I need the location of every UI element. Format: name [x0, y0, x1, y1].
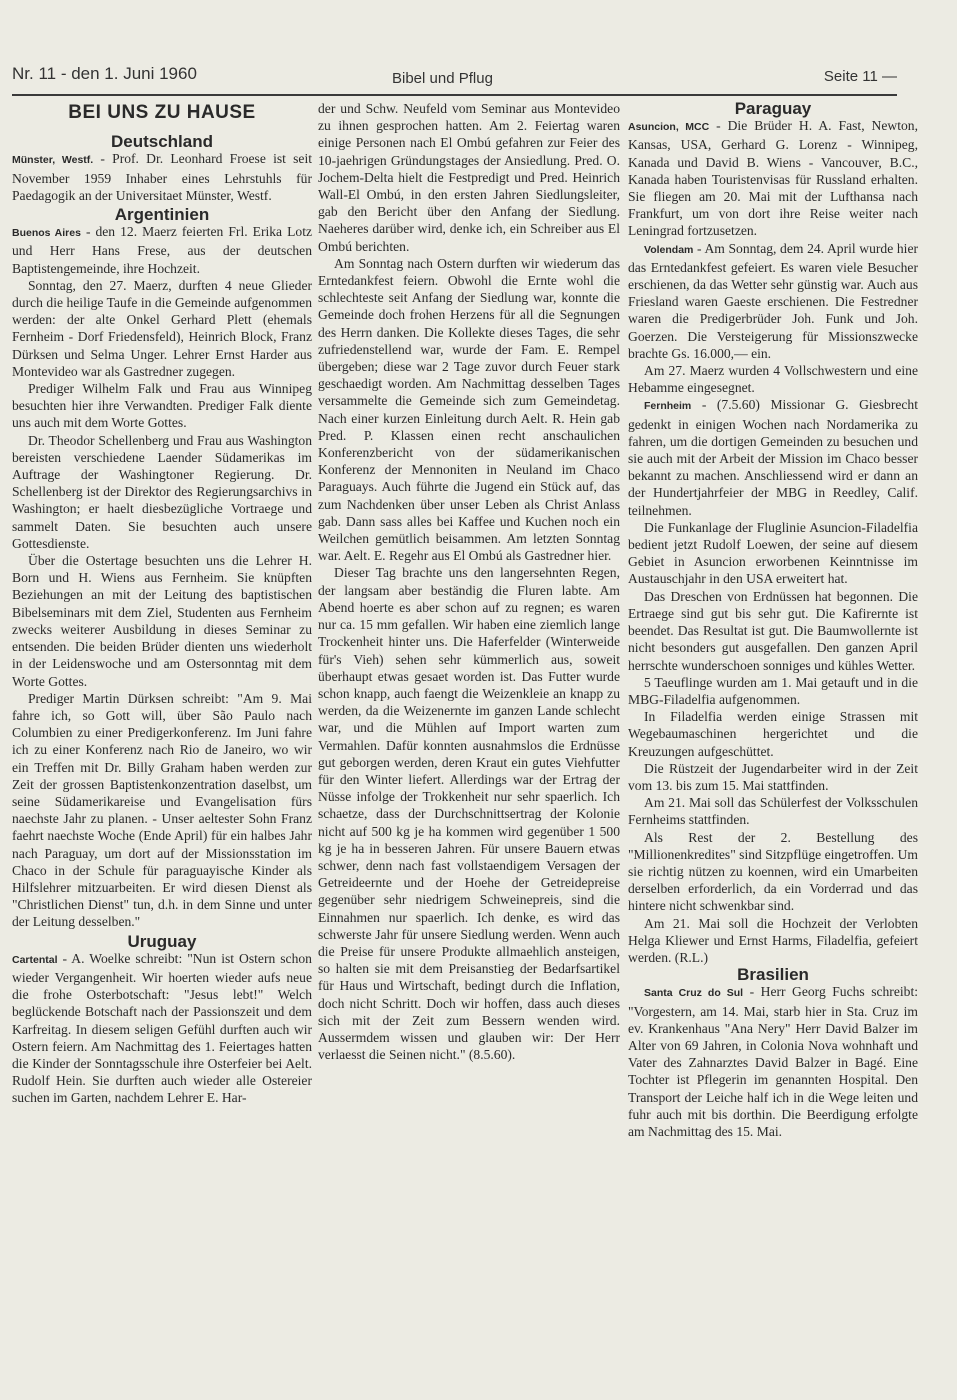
text-muenster: - Prof. Dr. Leonhard Froese ist seit November 1959 Inhaber eines Lehrstuhls für Paedagogik an der Universitaet Münster, Westf. [12, 151, 313, 203]
paragraph: Über die Ostertage besuchten uns die Lehrer H. Born und H. Wiens aus Fernheim. Sie knüpften Beziehungen an mit der Leitung des baptistischen Bibelseminars mit dem Ziel, Studenten aus Fernheim zwecks weiterer Ausbildung in dieses Seminar zu entsenden. Die beiden Brüder dienten uns wiederholt in der Leidenswoche und am Ostersonntag mit dem Worte Gottes. [12, 553, 312, 689]
article-volendam [628, 240, 918, 362]
paragraph: Sonntag, den 27. Maerz, durften 4 neue Glieder durch die heilige Taufe in die Gemeinde aufgenommen werden: der alte Onkel Gerhard Plett (ehemals Fernheim - Dorf Friedensfeld), Heinrich Block, Franz Dürksen und Selma Unger. Lehrer Ernst Harder aus Montevideo war als Gastredner zugegen. [12, 277, 312, 379]
paragraph: Als Rest der 2. Bestellung des "Millionenkredites" sind Sitzpflüge eingetroffen. Um sie richtig nützen zu koennen, wird ein Umarbeiten derselben erforderlich, da ein Vorderrad und das hintere nicht schwenkbar sind. [628, 829, 918, 914]
paragraph: Am 21. Mai soll die Hochzeit der Verlobten Helga Kliewer und Ernst Harms, Filadelfia, gefeiert werden. (R.L.) [628, 915, 918, 965]
heading-paraguay: Paraguay [734, 99, 812, 118]
paragraph: Prediger Martin Dürksen schreibt: "Am 9. Mai fahre ich, so Gott will, über São Paulo nach Columbien zu einer Predigerkonferenz. Im Juni fahre ich zu einer Konferenz nach Rio de Janeiro, wo wir ein Treffen mit Dr. Billy Graham haben werden zur Zeit der grossen Baptistenkonzentration daselbst, um seine Südamerikareise und Evangelisation fürs naechste Jahr zu planen. - Unser aeltester Sohn Franz faehrt naechste Woche (Ende April) für ein halbes Jahr nach Paraguay, um dort auf der Missionsstation im Chaco in der Schule für paraguayische Kinder als Hilfslehrer mitzuarbeiten. Er wird diesen Dienst als "Christlichen Dienst" tun, d.h. in dem Sinne und unter der Leitung desselben." [12, 690, 312, 930]
place-cartental: Cartental [12, 953, 58, 966]
paragraph: Das Dreschen von Erdnüssen hat begonnen. Die Ertraege sind gut bis sehr gut. Die Kafirernte ist beendet. Das Resultat ist gut. Die Baumwollernte ist nicht besonders gut ausgefallen. Den ganzen April herrschte wunderschoen sonniges und kühles Wetter. [628, 588, 918, 673]
paragraph: der und Schw. Neufeld vom Seminar aus Montevideo zu ihnen gesprochen hatten. Am 2. Feiertag waren einige Personen nach El Ombú gefahren zur Feier des 10-jaehrigen Gründungstages der Ansiedlung. Pred. O. Jochem-Delta hielt die Festpredigt und Pred. Heinrich Wall-El Ombú, in den ersten Jahren Siedlungsleiter, gab den Bericht über den Anfang der Siedlung. Naeheres darüber wird, denke ich, ein Schreiber aus El Ombú berichten. [318, 101, 620, 254]
paragraph: Am 21. Mai soll das Schülerfest der Volksschulen Fernheims stattfinden. [628, 795, 918, 828]
paragraph: Prediger Wilhelm Falk und Frau aus Winnipeg besuchten hier ihre Verwandten. Prediger Falk diente uns auch mit dem Worte Gottes. [12, 381, 312, 431]
paragraph: Dr. Theodor Schellenberg und Frau aus Washington bereisten verschiedene Laender Südamerikas im Auftrage der Washingtoner Regierung. Dr. Schellenberg ist der Direktor des Regierungsarchivs in Washington; er haelt diesbezügliche Vortraege und sammelt Daten. Sie besuchten auch unsere Gottesdienste. [12, 432, 312, 551]
column-2 [318, 100, 620, 1063]
page-number: Seite 11 — [823, 68, 897, 85]
issue-line: Nr. 11 - den 1. Juni 1960 [12, 64, 197, 83]
heading-uruguay: Uruguay [127, 931, 197, 951]
heading-brasilien: Brasilien [737, 965, 809, 985]
place-buenos-aires: Buenos Aires [12, 227, 81, 240]
article-fernheim [628, 396, 918, 518]
paragraph: 5 Taeuflinge wurden am 1. Mai getauft und in die MBG-Filadelfia aufgenommen. [628, 674, 918, 707]
heading-deutschland: Deutschland [110, 132, 214, 152]
article-santa-cruz [628, 983, 918, 1140]
page-header [12, 60, 897, 96]
text-volendam: - Am Sonntag, dem 24. April wurde hier das Erntedankfest gefeiert. Es waren viele Besucher erschienen, da das Wetter sehr günstig war. Auch aus Friesland waren Gaeste erschienen. Die Festredner waren die Predigerbrüder Joh. Funk und Joh. Goerzen. Die Versteigerung für Missionszwecke brachte Gs. 16.000,— ein. [628, 240, 919, 361]
paragraph: In Filadelfia werden einige Strassen mit Wegebaumaschinen hergerichtet und die Kreuzungen aufgeschüttet. [628, 709, 918, 759]
text-santa-cruz: - Herr Georg Fuchs schreibt: "Vorgestern, am 14. Mai, starb hier in Sta. Cruz im ev. Krankenhaus "Ana Nery" Herr David Balzer im Alter von 69 Jahren, in Colonia Nova wohnhaft und Vater des Zahnarztes David Balzer in Bagé. Eine Tochter ist Pflegerin im genannten Hospital. Den Transport der Leiche half ich in die Wege leiten und fuhr auch mit bis dorthin. Die Beerdigung erfolgte am Nachmittag des 15. Mai. [628, 984, 918, 1139]
place-santa-cruz: Santa Cruz do Sul [644, 987, 744, 1000]
section-main-title: BEI UNS ZU HAUSE [68, 102, 256, 123]
place-muenster: Münster, Westf. [12, 154, 94, 167]
text-asuncion: - Die Brüder H. A. Fast, Newton, Kansas, USA, Gerhard G. Lorenz - Winnipeg, Kanada und David B. Wiens - Vancouver, B.C., Kanada haben Touristenvisas für Russland erhalten. Sie fliegen am 20. Mai mit der Lufthansa nach Frankfurt, um von dort ihre Reise weiter nach Leningrad fortzusetzen. [628, 118, 918, 239]
text-cartental: - A. Woelke schreibt: "Nun ist Ostern schon wieder Vergangenheit. Wir hoerten wieder aufs neue die frohe Osterbotschaft: "Jesus lebt!" Welch beglückende Botschaft nach der Passionszeit und dem Karfreitag. In diesem seligen Gefühl durften auch wir Ostern feiern. Am Nachmittag des 1. Feiertages hatten die Kinder der Sonntagsschule ihre Osterfeier bei Aelt. Rudolf Hein. Sie durften auch wieder alle Ostereier suchen im Garten, nachdem Lehrer E. Har- [12, 950, 312, 1106]
text-fernheim: - (7.5.60) Missionar G. Giesbrecht gedenkt in einigen Wochen nach Nordamerika zu fahren, um die dortigen Gemeinden zu besuchen und sie auch mit der Arbeit der Mission im Chaco besser bekannt zu machen. Anschliessend wird er dann an der Hundertjahrfeier der MBG in Reedley, Calif. teilnehmen. [628, 397, 918, 518]
article-asuncion [628, 117, 918, 239]
heading-argentinien: Argentinien [114, 205, 210, 225]
paragraph: Am Sonntag nach Ostern durften wir wiederum das Erntedankfest feiern. Obwohl die Ernte wohl die schlechteste seit Anfang der Siedlung war, konnte die Gemeinde doch frohen Herzens für all die Segnungen des Herrn danken. Die Kollekte dieses Tages, die sehr zufriedenstellend war, wurde der Fam. E. Rempel übergeben; diese war 2 Tage zuvor durch Feuer stark geschaedigt worden. Am Nachmittag desselben Tages versammelte die Gemeinde sich zum Gemeindetag. Nach einer kurzen Einleitung durch Aelt. R. Hein gab Pred. P. Klassen einen recht anschaulichen Konferenzbericht von der südamerikanischen Konferenz der Mennoniten in Neuland im Chaco Paraguays. Auch führte die Jugend ein Stück auf, das zum Nachdenken über unser Leben als Christ Anlass gab. Dann sass alles bei Kaffee und Kuchen noch ein Weilchen gemütlich beisammen. Am letzten Sonntag war. Aelt. E. Regehr aus El Ombú als Gastredner hier. [318, 255, 620, 564]
place-volendam: Volendam [644, 243, 694, 256]
paragraph: Am 27. Maerz wurden 4 Vollschwestern und eine Hebamme eingesegnet. [628, 363, 918, 396]
place-fernheim: Fernheim [644, 400, 692, 413]
paragraph: Die Rüstzeit der Jugendarbeiter wird in der Zeit vom 13. bis zum 15. Mai stattfinden. [628, 760, 918, 793]
article-cartental [12, 950, 312, 1107]
column-1 [12, 100, 312, 1107]
article-buenos-aires [12, 223, 312, 277]
column-3 [628, 100, 918, 1140]
paragraph: Die Funkanlage der Fluglinie Asuncion-Filadelfia bedient jetzt Rudolf Loewen, der seine auf diesem Gebiet in Asuncion erworbenen Keinntnisse im Austauschjahr in den USA erweitert hat. [628, 519, 918, 587]
publication-title: Bibel und Pflug [392, 70, 493, 87]
paragraph: Dieser Tag brachte uns den langersehnten Regen, der langsam aber beständig die Fluren labte. Am Abend hoerte es aber schon auf zu regnen; es waren nur ca. 15 mm gefallen. Wir haben eine ziemlich lange Trockenheit hinter uns. Die Haferfelder (Winterweide für's Vieh) sehen sehr kümmerlich aus, soweit überhaupt etwas gesaet worden ist. Das Futter wurde schon knapp, auch faengt die Weizenkleie an knapp zu werden, da die Weizenernte im ganzen Lande schlecht war, und die Mühlen auf Import warten zum Vermahlen. Dafür konnten ausnahmslos die Erdnüsse gut geborgen werden, deren Kraut ein gutes Viehfutter für den Winter liefert. Allerdings war der Ertrag der Nüsse infolge der Trokkenheit nur sehr spaerlich. Ich schaetze, dass der Durchschnittsertrag der Kolonie nicht auf 500 kg je ha kommen wird gegenüber 1 500 kg je ha in besseren Jahren. Für unsere Bauern etwas schwer, denn nach fast vollstaendigem Versagen der Getreideernte und der Hoehe der Getreidepreise gegenüber sehr niedrigem Schweinepreis, sind die Einnahmen nur spaerlich. Ich denke, es wird das schwerste Jahr für unsere Siedlung werden. Wenn auch die Preise für unsere Produkte allmaehlich ansteigen, so halten sie mit dem Preisanstieg der Bedarfsartikel für Haus und Wirtschaft, bedingt durch die Inflation, doch nicht Schritt. Doch wir hoffen, dass auch dieses sich mit der Zeit zum Bessern wenden wird. Aussermdem wissen und glauben wir: Der Herr verlaesst die Seinen nicht." (8.5.60). [318, 565, 620, 1063]
article-muenster [12, 150, 312, 204]
place-asuncion: Asuncion, MCC [628, 121, 710, 134]
text-buenos-aires: - den 12. Maerz feierten Frl. Erika Lotz und Herr Hans Frese, aus der deutschen Baptistengemeinde, ihre Hochzeit. [12, 224, 313, 276]
